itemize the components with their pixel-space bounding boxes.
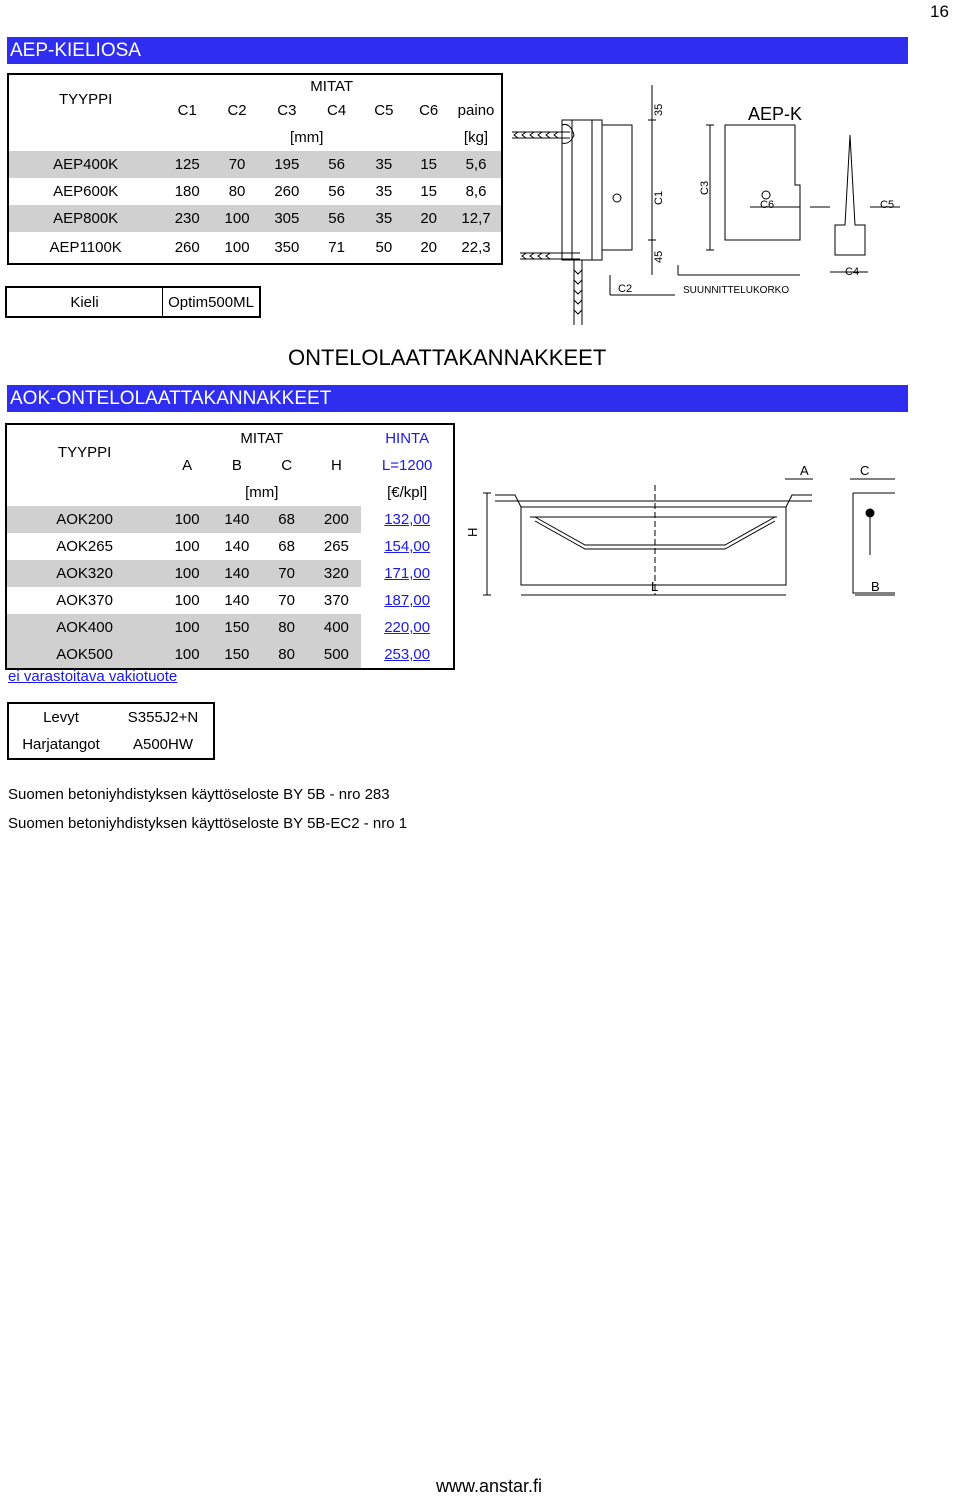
aok-price-unit: [€/kpl] bbox=[387, 484, 428, 501]
price-cell: 220,00 bbox=[361, 614, 454, 641]
cell: 56 bbox=[328, 183, 345, 200]
table-row bbox=[6, 641, 454, 669]
cell: 100 bbox=[174, 646, 200, 663]
aep-col-weight: paino bbox=[457, 102, 495, 119]
dim-h: H bbox=[465, 527, 480, 537]
price-cell: 154,00 bbox=[384, 538, 431, 555]
materials-table bbox=[7, 702, 215, 760]
cell: 70 bbox=[228, 156, 246, 173]
cell: 140 bbox=[224, 511, 250, 528]
aok-header-group: MITAT bbox=[240, 430, 284, 447]
cell: 260 bbox=[274, 183, 300, 200]
cell: 150 bbox=[224, 619, 250, 636]
cell: 8,6 bbox=[465, 183, 487, 200]
row-type: AEP400K bbox=[53, 156, 119, 173]
cell: 71 bbox=[328, 239, 345, 256]
dim-c5: C5 bbox=[880, 199, 895, 211]
row-type: AOK200 bbox=[56, 511, 113, 528]
aep-k-title: AEP-K bbox=[748, 104, 803, 124]
main-heading: ONTELOLAATTAKANNAKKEET bbox=[288, 345, 607, 370]
row-type: AOK265 bbox=[56, 538, 113, 555]
cell: 20 bbox=[420, 239, 437, 256]
cell: 100 bbox=[174, 592, 200, 609]
cell: 140 bbox=[224, 538, 250, 555]
aok-col-b: B bbox=[231, 457, 242, 474]
row-type: AOK500 bbox=[56, 646, 113, 663]
dim-c2: C2 bbox=[618, 283, 633, 295]
cell: 15 bbox=[420, 156, 437, 173]
cell: 100 bbox=[224, 239, 250, 256]
cell: 56 bbox=[328, 156, 345, 173]
row-type: AOK370 bbox=[56, 592, 113, 609]
table-row bbox=[6, 614, 454, 641]
cell: 68 bbox=[278, 538, 295, 555]
aok-col-type: TYYPPI bbox=[57, 443, 112, 461]
price-cell: 253,00 bbox=[361, 641, 454, 669]
cell: 100 bbox=[174, 619, 200, 636]
table-row bbox=[6, 533, 454, 560]
dim-c6: C6 bbox=[760, 199, 775, 211]
cell: 400 bbox=[323, 619, 349, 636]
cell: 35 bbox=[375, 156, 393, 173]
aep-col-c5: C5 bbox=[374, 102, 394, 119]
cell: 100 bbox=[174, 511, 200, 528]
cell: 125 bbox=[174, 156, 200, 173]
price-cell: 132,00 bbox=[361, 506, 454, 533]
cell: 100 bbox=[224, 210, 250, 227]
material-value: A500HW bbox=[132, 736, 194, 753]
cell: 180 bbox=[174, 183, 200, 200]
aep-col-c4: C4 bbox=[327, 102, 347, 119]
table-row bbox=[8, 178, 502, 205]
reference-2: Suomen betoniyhdistyksen käyttöseloste BY 5B-EC2 - nro 1 bbox=[8, 815, 408, 832]
aep-col-c6: C6 bbox=[419, 102, 439, 119]
row-type: AEP1100K bbox=[49, 239, 122, 256]
aep-section-title: AEP-KIELIOSA bbox=[7, 37, 908, 64]
cell: 140 bbox=[224, 565, 250, 582]
price-cell: 187,00 bbox=[384, 592, 431, 609]
cell: 12,7 bbox=[461, 210, 491, 227]
dim-b: B bbox=[871, 579, 880, 594]
table-row bbox=[6, 587, 454, 614]
dim-l: L bbox=[651, 579, 659, 594]
cell: 140 bbox=[224, 592, 250, 609]
cell: 100 bbox=[174, 565, 200, 582]
cell: 80 bbox=[278, 619, 295, 636]
cell: 5,6 bbox=[465, 156, 487, 173]
aep-unit-kg: [kg] bbox=[463, 129, 489, 146]
footer-url[interactable]: www.anstar.fi bbox=[436, 1476, 543, 1496]
aok-col-c: C bbox=[281, 457, 293, 474]
cell: 70 bbox=[278, 565, 295, 582]
aok-unit-mm: [mm] bbox=[245, 484, 279, 501]
not-stocked-note bbox=[8, 668, 177, 685]
aok-table bbox=[5, 423, 455, 670]
aok-price-length: L=1200 bbox=[381, 457, 433, 474]
material-label: Harjatangot bbox=[22, 736, 100, 753]
cell: 68 bbox=[278, 511, 295, 528]
row-type: AEP800K bbox=[53, 210, 119, 227]
table-row bbox=[6, 506, 454, 533]
kieli-value: Optim500ML bbox=[168, 293, 254, 311]
aep-table bbox=[7, 73, 503, 265]
aok-col-h: H bbox=[330, 457, 342, 474]
row-type: AEP600K bbox=[53, 183, 119, 200]
aep-unit-mm: [mm] bbox=[290, 129, 324, 146]
cell: 100 bbox=[174, 538, 200, 555]
aep-k-diagram bbox=[510, 80, 910, 330]
cell: 265 bbox=[323, 538, 349, 555]
dim-a: A bbox=[800, 463, 809, 478]
cell: 200 bbox=[323, 511, 349, 528]
table-row bbox=[8, 205, 502, 232]
reference-1: Suomen betoniyhdistyksen käyttöseloste BY 5B - nro 283 bbox=[8, 786, 390, 803]
aep-col-c2: C2 bbox=[227, 102, 247, 119]
row-type: AOK320 bbox=[56, 565, 113, 582]
not-stocked-text: ei varastoitava vakiotuote bbox=[8, 668, 178, 685]
suunnittelukorko-label: SUUNNITTELUKORKO bbox=[683, 285, 790, 296]
cell: 80 bbox=[278, 646, 295, 663]
aok-section-title: AOK-ONTELOLAATTAKANNAKKEET bbox=[7, 385, 908, 412]
dim-c: C bbox=[860, 463, 870, 478]
aok-diagram bbox=[455, 455, 900, 605]
aep-col-c1: C1 bbox=[177, 102, 197, 119]
cell: 260 bbox=[174, 239, 200, 256]
cell: 56 bbox=[328, 210, 345, 227]
aok-price-header: HINTA bbox=[385, 430, 430, 447]
table-row bbox=[6, 560, 454, 587]
cell: 80 bbox=[228, 183, 246, 200]
dim-c3: C3 bbox=[699, 180, 711, 195]
aep-col-type: TYYPPI bbox=[58, 91, 113, 108]
cell: 35 bbox=[375, 183, 393, 200]
kieli-label: Kieli bbox=[6, 287, 163, 317]
dim-c1: C1 bbox=[653, 190, 665, 205]
cell: 320 bbox=[323, 565, 349, 582]
cell: 150 bbox=[224, 646, 250, 663]
cell: 35 bbox=[375, 210, 393, 227]
aep-header-group: MITAT bbox=[310, 77, 354, 95]
cell: 370 bbox=[323, 592, 349, 609]
cell: 22,3 bbox=[461, 239, 491, 256]
table-row bbox=[8, 151, 502, 178]
table-row bbox=[8, 232, 502, 264]
material-value: S355J2+N bbox=[127, 709, 199, 726]
dim-c4: C4 bbox=[845, 266, 860, 278]
cell: 500 bbox=[323, 646, 349, 663]
page-number: 16 bbox=[930, 2, 949, 21]
aok-col-a: A bbox=[182, 457, 193, 474]
dim-35: 35 bbox=[653, 103, 665, 116]
cell: 305 bbox=[274, 210, 300, 227]
cell: 350 bbox=[274, 239, 300, 256]
kieli-table bbox=[5, 286, 261, 318]
material-label: Levyt bbox=[43, 709, 79, 726]
row-type: AOK400 bbox=[56, 619, 113, 636]
aep-col-c3: C3 bbox=[277, 102, 297, 119]
dim-45: 45 bbox=[653, 250, 665, 263]
cell: 20 bbox=[420, 210, 437, 227]
cell: 15 bbox=[420, 183, 437, 200]
cell: 230 bbox=[174, 210, 200, 227]
cell: 195 bbox=[274, 156, 300, 173]
cell: 70 bbox=[278, 592, 295, 609]
price-cell: 171,00 bbox=[361, 560, 454, 587]
cell: 50 bbox=[375, 239, 393, 256]
